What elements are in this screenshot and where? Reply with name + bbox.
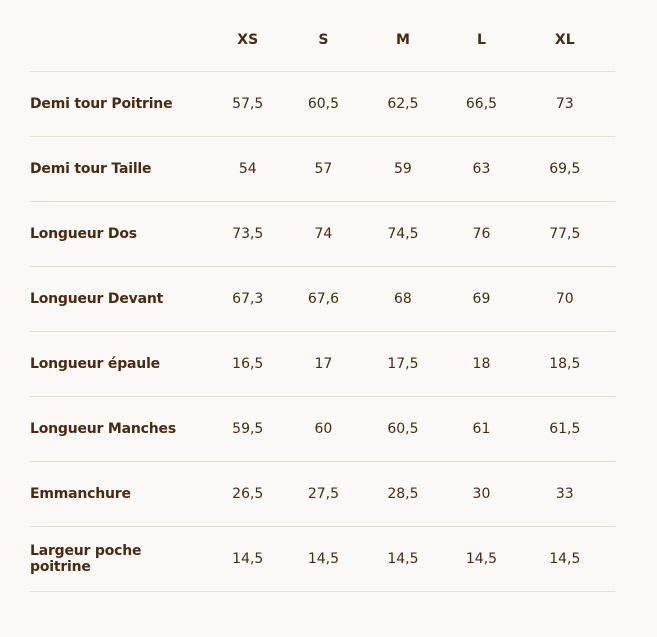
table-cell: 57 <box>289 137 357 202</box>
table-cell: 16,5 <box>206 332 289 397</box>
table-cell: 68 <box>357 267 448 332</box>
header-empty <box>30 8 206 72</box>
table-cell: 59,5 <box>206 397 289 462</box>
table-cell: 67,6 <box>289 267 357 332</box>
table-cell: 62,5 <box>357 72 448 137</box>
table-cell: 30 <box>448 462 514 527</box>
table-cell: 70 <box>515 267 615 332</box>
table-cell: 63 <box>448 137 514 202</box>
table-cell: 14,5 <box>206 527 289 592</box>
table-cell: 14,5 <box>515 527 615 592</box>
table-cell: 33 <box>515 462 615 527</box>
table-cell: 74,5 <box>357 202 448 267</box>
table-cell: 67,3 <box>206 267 289 332</box>
header-size-xl: XL <box>515 8 615 72</box>
table-cell: 61,5 <box>515 397 615 462</box>
size-chart-table <box>30 8 615 592</box>
header-size-l: L <box>448 8 514 72</box>
table-row <box>30 267 615 332</box>
row-label: Longueur épaule <box>30 332 206 397</box>
table-cell: 57,5 <box>206 72 289 137</box>
table-cell: 74 <box>289 202 357 267</box>
table-cell: 77,5 <box>515 202 615 267</box>
row-label: Demi tour Taille <box>30 137 206 202</box>
table-cell: 14,5 <box>289 527 357 592</box>
table-row <box>30 462 615 527</box>
table-cell: 59 <box>357 137 448 202</box>
table-cell: 73,5 <box>206 202 289 267</box>
row-label: Demi tour Poitrine <box>30 72 206 137</box>
row-label: Longueur Manches <box>30 397 206 462</box>
header-size-m: M <box>357 8 448 72</box>
table-cell: 60,5 <box>357 397 448 462</box>
row-label: Emmanchure <box>30 462 206 527</box>
table-cell: 17,5 <box>357 332 448 397</box>
table-row <box>30 137 615 202</box>
table-cell: 76 <box>448 202 514 267</box>
table-row <box>30 72 615 137</box>
row-label: Longueur Dos <box>30 202 206 267</box>
header-size-xs: XS <box>206 8 289 72</box>
table-cell: 18 <box>448 332 514 397</box>
table-cell: 61 <box>448 397 514 462</box>
table-row <box>30 332 615 397</box>
table-cell: 17 <box>289 332 357 397</box>
table-cell: 14,5 <box>357 527 448 592</box>
table-cell: 27,5 <box>289 462 357 527</box>
table-cell: 60 <box>289 397 357 462</box>
table-cell: 69 <box>448 267 514 332</box>
row-label: Largeur poche poitrine <box>30 527 206 592</box>
table-cell: 69,5 <box>515 137 615 202</box>
header-row <box>30 8 615 72</box>
table-cell: 26,5 <box>206 462 289 527</box>
header-size-s: S <box>289 8 357 72</box>
table-cell: 54 <box>206 137 289 202</box>
table-row <box>30 527 615 592</box>
table-cell: 73 <box>515 72 615 137</box>
table-cell: 66,5 <box>448 72 514 137</box>
table-cell: 14,5 <box>448 527 514 592</box>
table-row <box>30 397 615 462</box>
table-row <box>30 202 615 267</box>
row-label: Longueur Devant <box>30 267 206 332</box>
table-cell: 60,5 <box>289 72 357 137</box>
table-cell: 28,5 <box>357 462 448 527</box>
table-cell: 18,5 <box>515 332 615 397</box>
